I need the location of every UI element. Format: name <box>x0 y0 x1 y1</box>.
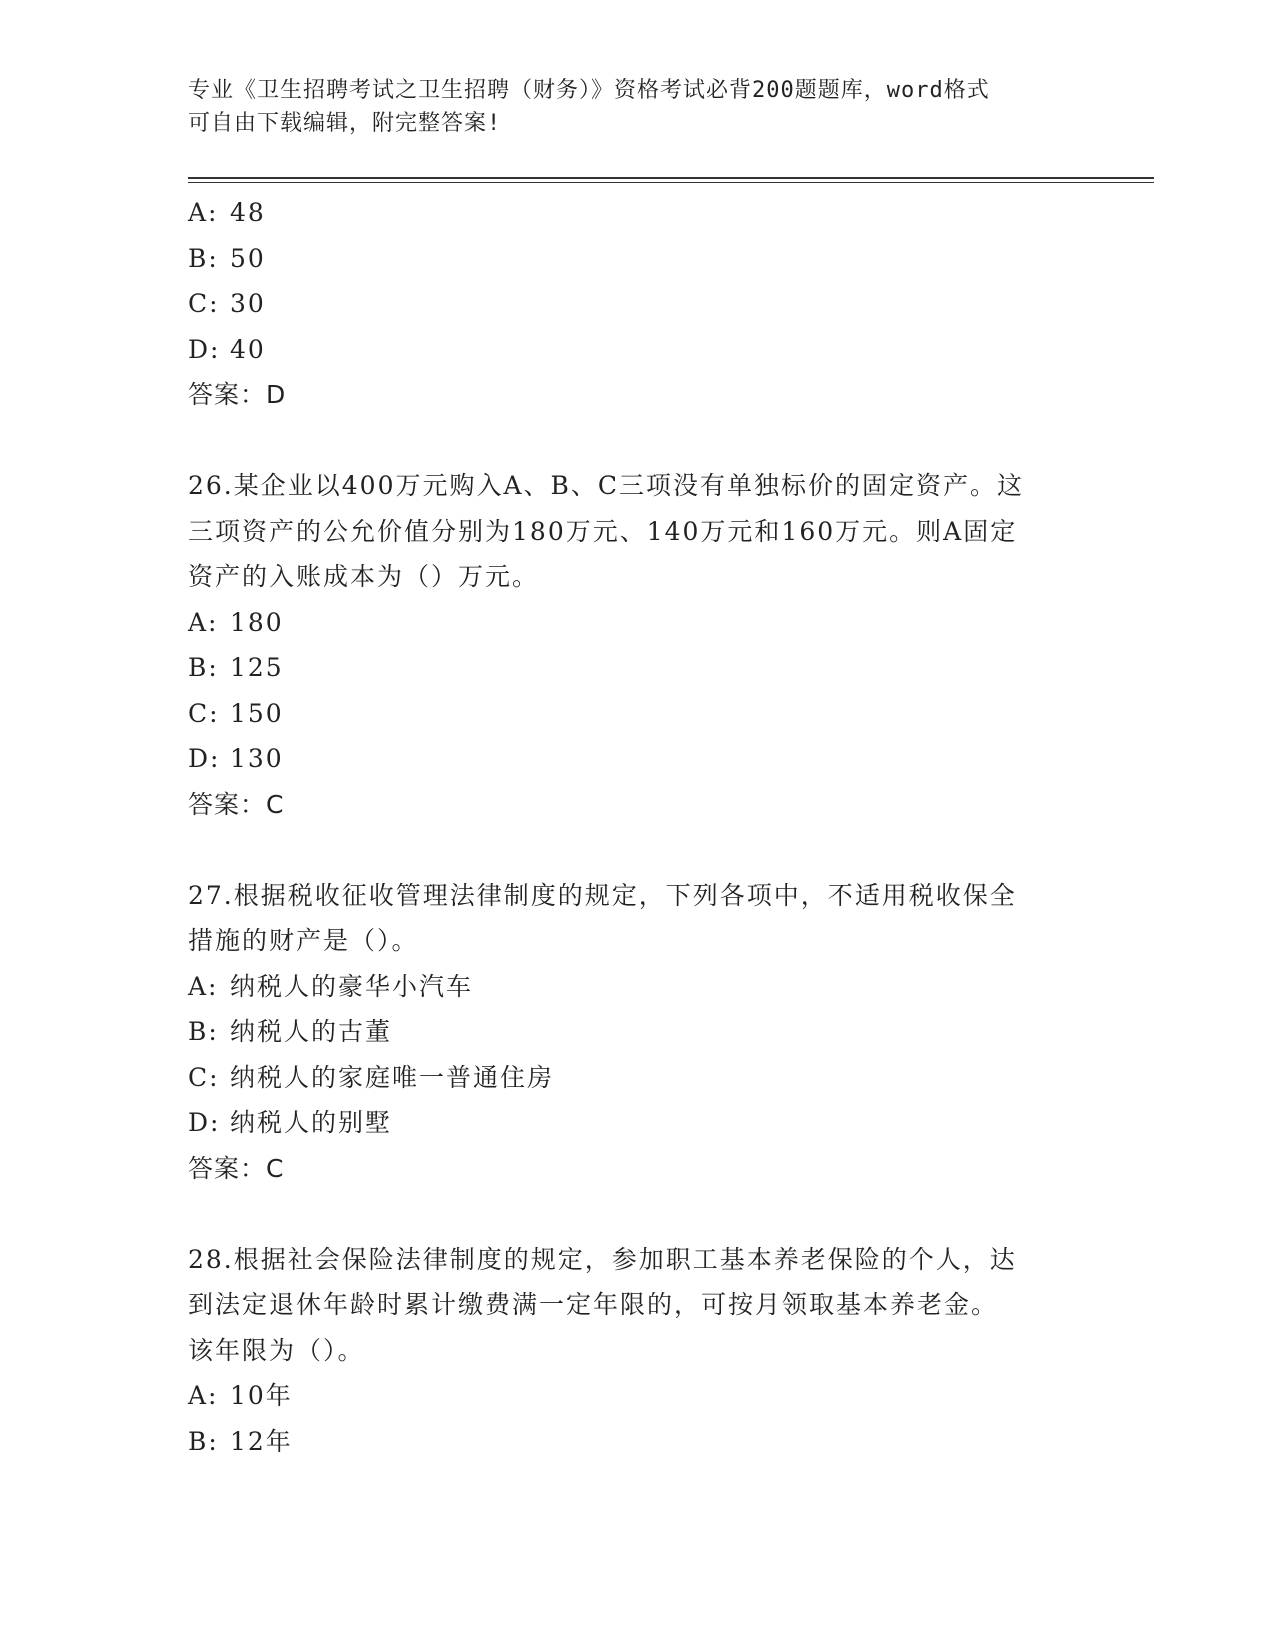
option-label: D: <box>188 334 221 364</box>
option-b <box>188 1009 1088 1055</box>
option-text: 纳税人的别墅 <box>230 1108 393 1137</box>
answer-line: 答案：C <box>188 789 285 819</box>
question-stem-line: 措施的财产是（）。 <box>188 926 419 955</box>
option-text: 纳税人的家庭唯一普通住房 <box>230 1062 555 1092</box>
option-a <box>188 964 1088 1010</box>
option-d <box>188 1100 1088 1146</box>
option-text: 150 <box>230 698 284 728</box>
option-a <box>188 190 1088 236</box>
option-label: A: <box>188 607 219 637</box>
option-label: B: <box>188 243 219 273</box>
option-label: D: <box>188 1108 221 1137</box>
question-25 <box>188 190 1088 418</box>
option-text: 30 <box>230 289 266 318</box>
option-c <box>188 691 1088 737</box>
option-label: C: <box>188 1062 220 1092</box>
option-b <box>188 1419 1088 1465</box>
option-a <box>188 1373 1088 1419</box>
question-spacer <box>188 418 1088 464</box>
option-a <box>188 600 1088 646</box>
question-stem-line: 27.根据税收征收管理法律制度的规定，下列各项中，不适用税收保全 <box>188 880 1017 910</box>
question-spacer <box>188 1191 1088 1237</box>
option-label: B: <box>188 653 219 682</box>
header-title-line-1: 专业《卫生招聘考试之卫生招聘（财务）》资格考试必背200题题库，word格式 <box>188 78 990 103</box>
header-divider-thin <box>188 182 1154 183</box>
answer-line: 答案：C <box>188 1153 285 1183</box>
option-text: 10年 <box>230 1381 293 1410</box>
question-spacer <box>188 827 1088 873</box>
document-header <box>188 74 1088 140</box>
option-text: 12年 <box>230 1426 293 1456</box>
option-label: B: <box>188 1426 219 1456</box>
option-text: 180 <box>230 607 284 637</box>
option-label: C: <box>188 289 220 318</box>
question-stem-line: 到法定退休年龄时累计缴费满一定年限的，可按月领取基本养老金。 <box>188 1290 999 1319</box>
option-b <box>188 236 1088 282</box>
option-text: 纳税人的豪华小汽车 <box>230 971 474 1001</box>
header-divider-thick <box>188 177 1154 179</box>
question-stem-line: 28.根据社会保险法律制度的规定，参加职工基本养老保险的个人，达 <box>188 1244 1017 1274</box>
option-b <box>188 645 1088 691</box>
option-c <box>188 1055 1088 1101</box>
option-text: 40 <box>230 334 266 364</box>
option-text: 纳税人的古董 <box>230 1017 393 1046</box>
option-text: 50 <box>230 243 266 273</box>
option-text: 48 <box>230 198 266 227</box>
question-stem-line: 三项资产的公允价值分别为180万元、140万元和160万元。则A固定 <box>188 516 1018 546</box>
option-label: B: <box>188 1017 219 1046</box>
option-text: 125 <box>230 653 284 682</box>
option-label: D: <box>188 744 221 773</box>
option-text: 130 <box>230 744 284 773</box>
option-label: A: <box>188 198 219 227</box>
option-label: A: <box>188 1381 219 1410</box>
question-stem-line: 该年限为（）。 <box>188 1335 365 1365</box>
question-stem-line: 资产的入账成本为（）万元。 <box>188 562 540 591</box>
option-d <box>188 327 1088 373</box>
question-28 <box>188 1237 1088 1465</box>
question-27 <box>188 873 1088 1192</box>
option-d <box>188 736 1088 782</box>
question-list <box>188 190 1088 1464</box>
option-label: A: <box>188 971 219 1001</box>
question-26 <box>188 463 1088 827</box>
answer-line: 答案：D <box>188 380 287 409</box>
option-label: C: <box>188 698 220 728</box>
header-title-line-2: 可自由下载编辑，附完整答案! <box>188 111 502 136</box>
question-stem-line: 26.某企业以400万元购入A、B、C三项没有单独标价的固定资产。这 <box>188 471 1025 500</box>
option-c <box>188 281 1088 327</box>
